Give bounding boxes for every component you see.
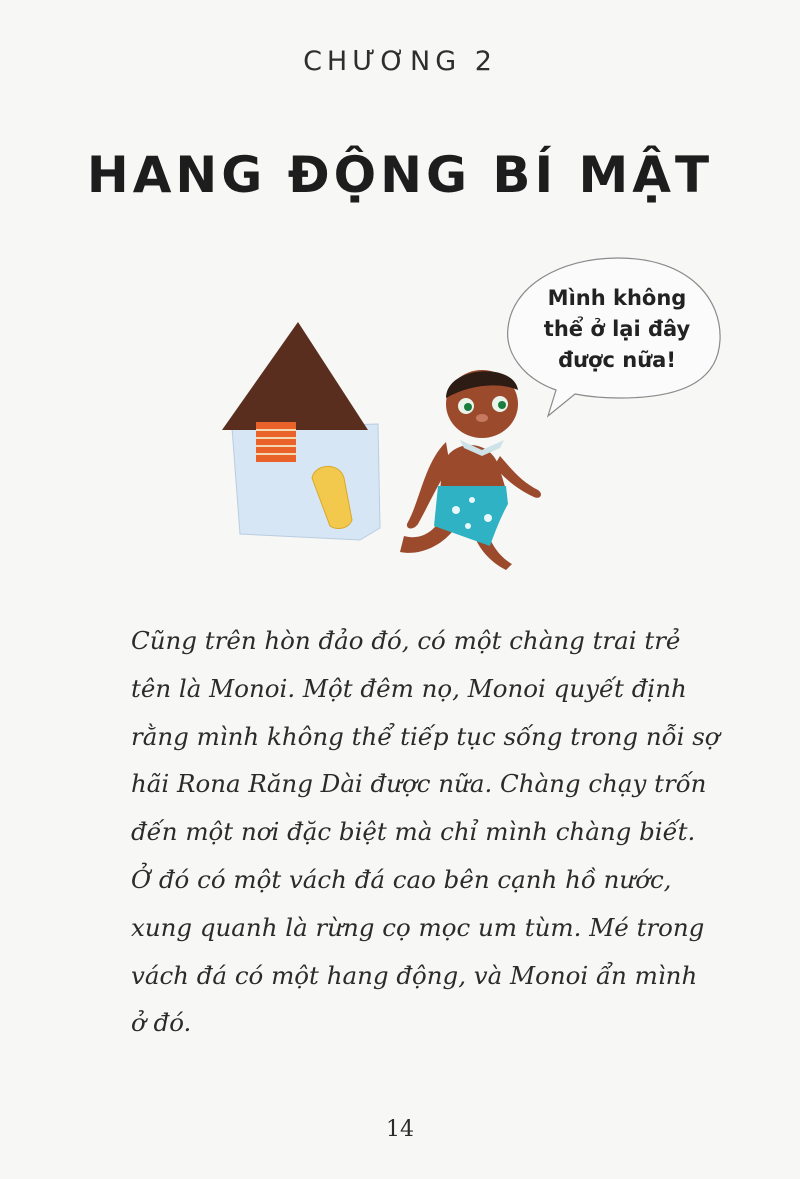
paragraph-line: Ở đó có một vách đá cao bên cạnh hồ nước, xyxy=(131,864,672,894)
speech-line: được nữa! xyxy=(558,348,676,372)
speech-bubble-text xyxy=(522,283,712,376)
paragraph-line: vách đá có một hang động, và Monoi ẩn mình xyxy=(131,960,698,990)
chapter-title: HANG ĐỘNG BÍ MẬT xyxy=(86,146,714,204)
speech-line: Mình không xyxy=(547,286,687,310)
paragraph-line: rằng mình không thể tiếp tục sống trong nỗi sợ xyxy=(131,721,720,751)
chapter-label: CHƯƠNG 2 xyxy=(303,46,497,77)
paragraph-line: xung quanh là rừng cọ mọc um tùm. Mé trong xyxy=(131,912,705,942)
story-paragraph xyxy=(131,617,720,1047)
paragraph-line: đến một nơi đặc biệt mà chỉ mình chàng biết. xyxy=(131,817,696,847)
boy-character xyxy=(400,370,541,570)
paragraph-line: tên là Monoi. Một đêm nọ, Monoi quyết định xyxy=(131,673,687,703)
paragraph-line: Cũng trên hòn đảo đó, có một chàng trai trẻ xyxy=(131,626,681,655)
house xyxy=(222,322,380,540)
paragraph-line: hãi Rona Răng Dài được nữa. Chàng chạy trốn xyxy=(131,769,707,799)
page-number: 14 xyxy=(386,1117,414,1142)
paragraph-line: ở đó. xyxy=(131,1008,192,1038)
speech-line: thể ở lại đây xyxy=(543,317,691,341)
